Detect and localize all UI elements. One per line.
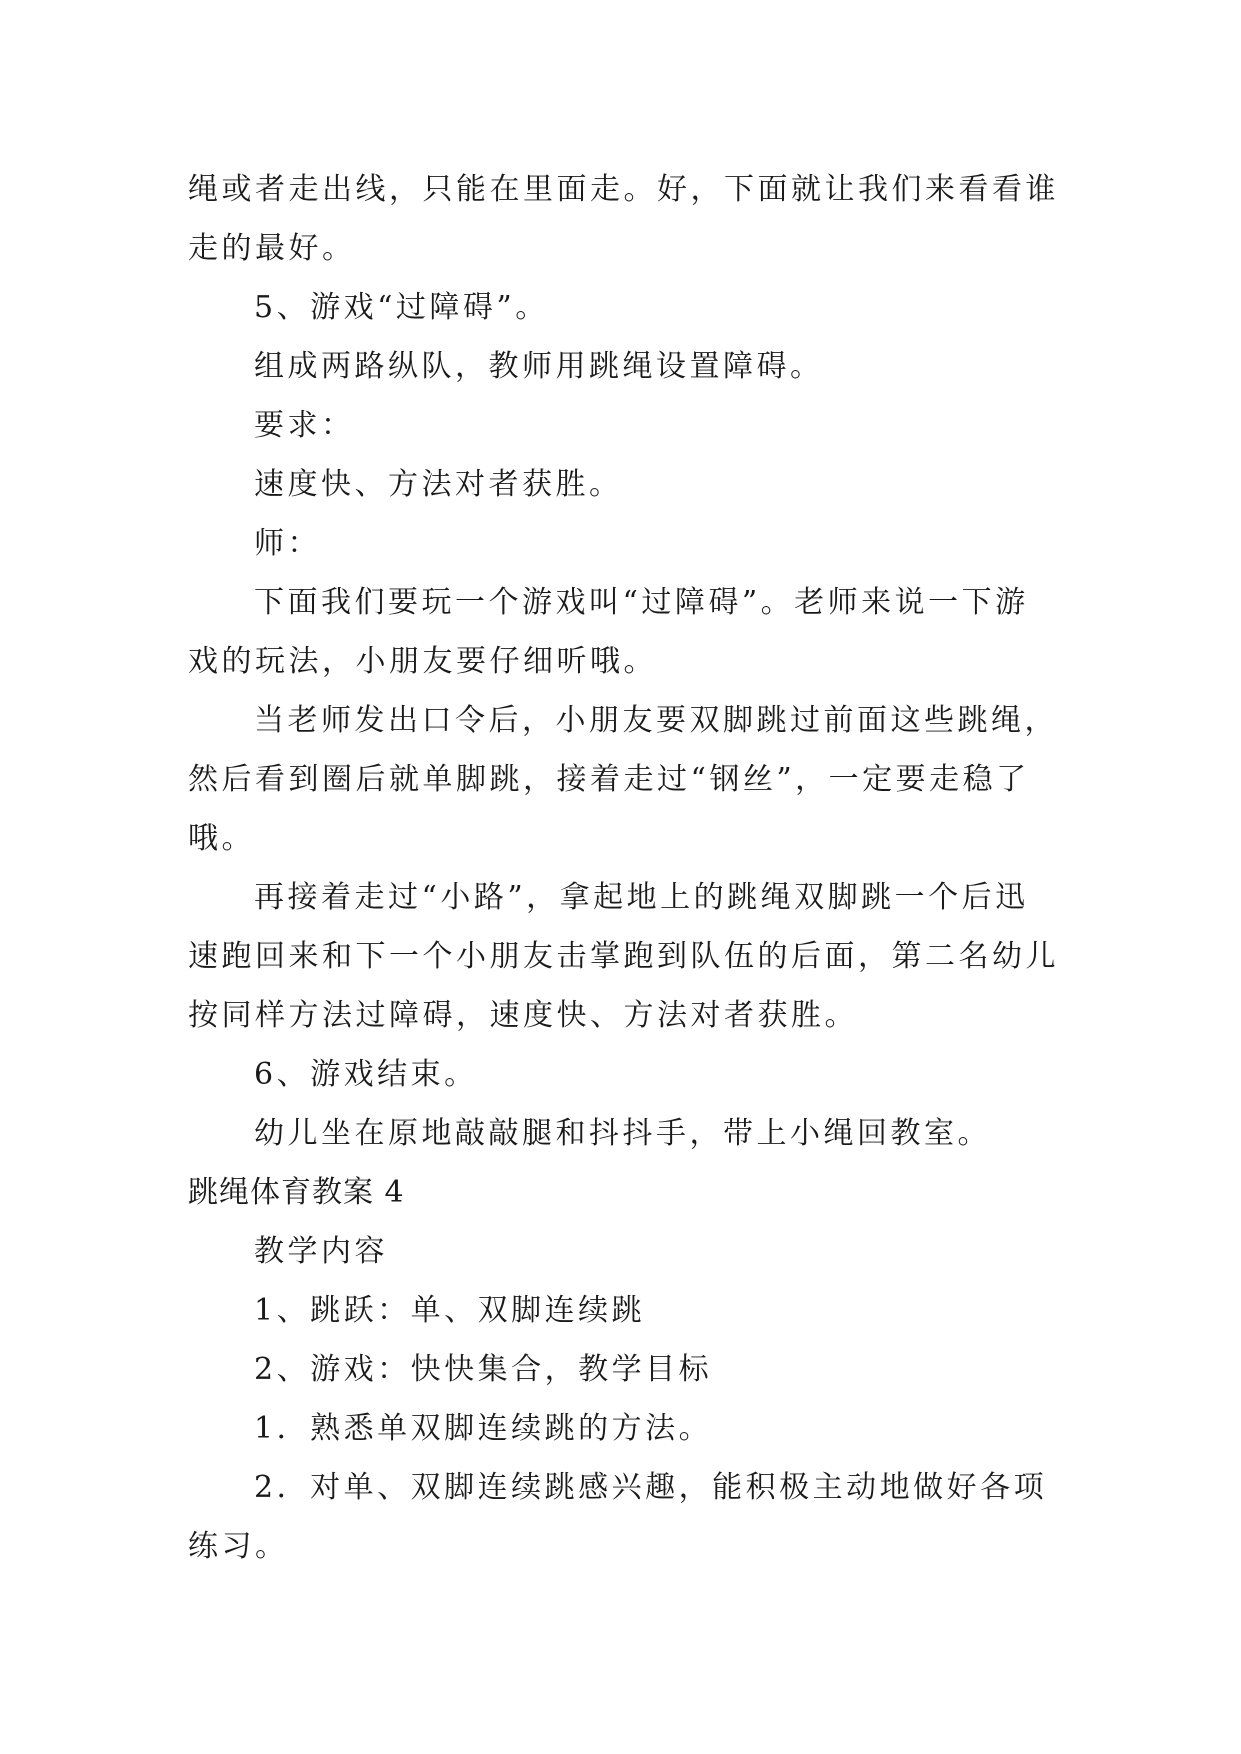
text-line: 练习。: [188, 1529, 289, 1564]
text-line: 速跑回来和下一个小朋友击掌跑到队伍的后面，第二名幼儿: [188, 939, 1059, 974]
text-line: 6、游戏结束。: [254, 1057, 478, 1092]
text-line: 下面我们要玩一个游戏叫“过障碍”。老师来说一下游: [254, 585, 1029, 620]
text-line: 1．熟悉单双脚连续跳的方法。: [254, 1411, 713, 1446]
text-line: 当老师发出口令后，小朋友要双脚跳过前面这些跳绳，: [254, 703, 1058, 738]
text-line: 组成两路纵队，教师用跳绳设置障碍。: [254, 349, 824, 384]
text-line: 教学内容: [254, 1234, 388, 1269]
text-line: 2、游戏：快快集合，教学目标: [254, 1352, 713, 1387]
document-body: [188, 160, 1068, 1576]
text-line: 幼儿坐在原地敲敲腿和抖抖手，带上小绳回教室。: [254, 1116, 991, 1151]
section-heading: 跳绳体育教案 4: [188, 1175, 405, 1210]
text-line: 然后看到圈后就单脚跳，接着走过“钢丝”，一定要走稳了: [188, 762, 1030, 797]
text-line: 1、跳跃：单、双脚连续跳: [254, 1293, 646, 1328]
text-line: 戏的玩法，小朋友要仔细听哦。: [188, 644, 657, 679]
text-line: 师：: [254, 526, 321, 561]
text-line: 绳或者走出线，只能在里面走。好，下面就让我们来看看谁: [188, 172, 1059, 207]
text-line: 要求：: [254, 408, 355, 443]
text-line: 再接着走过“小路”，拿起地上的跳绳双脚跳一个后迅: [254, 880, 1029, 915]
text-line: 哦。: [188, 821, 255, 856]
text-line: 2．对单、双脚连续跳感兴趣，能积极主动地做好各项: [254, 1470, 1048, 1505]
text-line: 速度快、方法对者获胜。: [254, 467, 623, 502]
text-line: 走的最好。: [188, 231, 356, 266]
text-line: 5、游戏“过障碍”。: [254, 290, 549, 325]
text-line: 按同样方法过障碍，速度快、方法对者获胜。: [188, 998, 858, 1033]
